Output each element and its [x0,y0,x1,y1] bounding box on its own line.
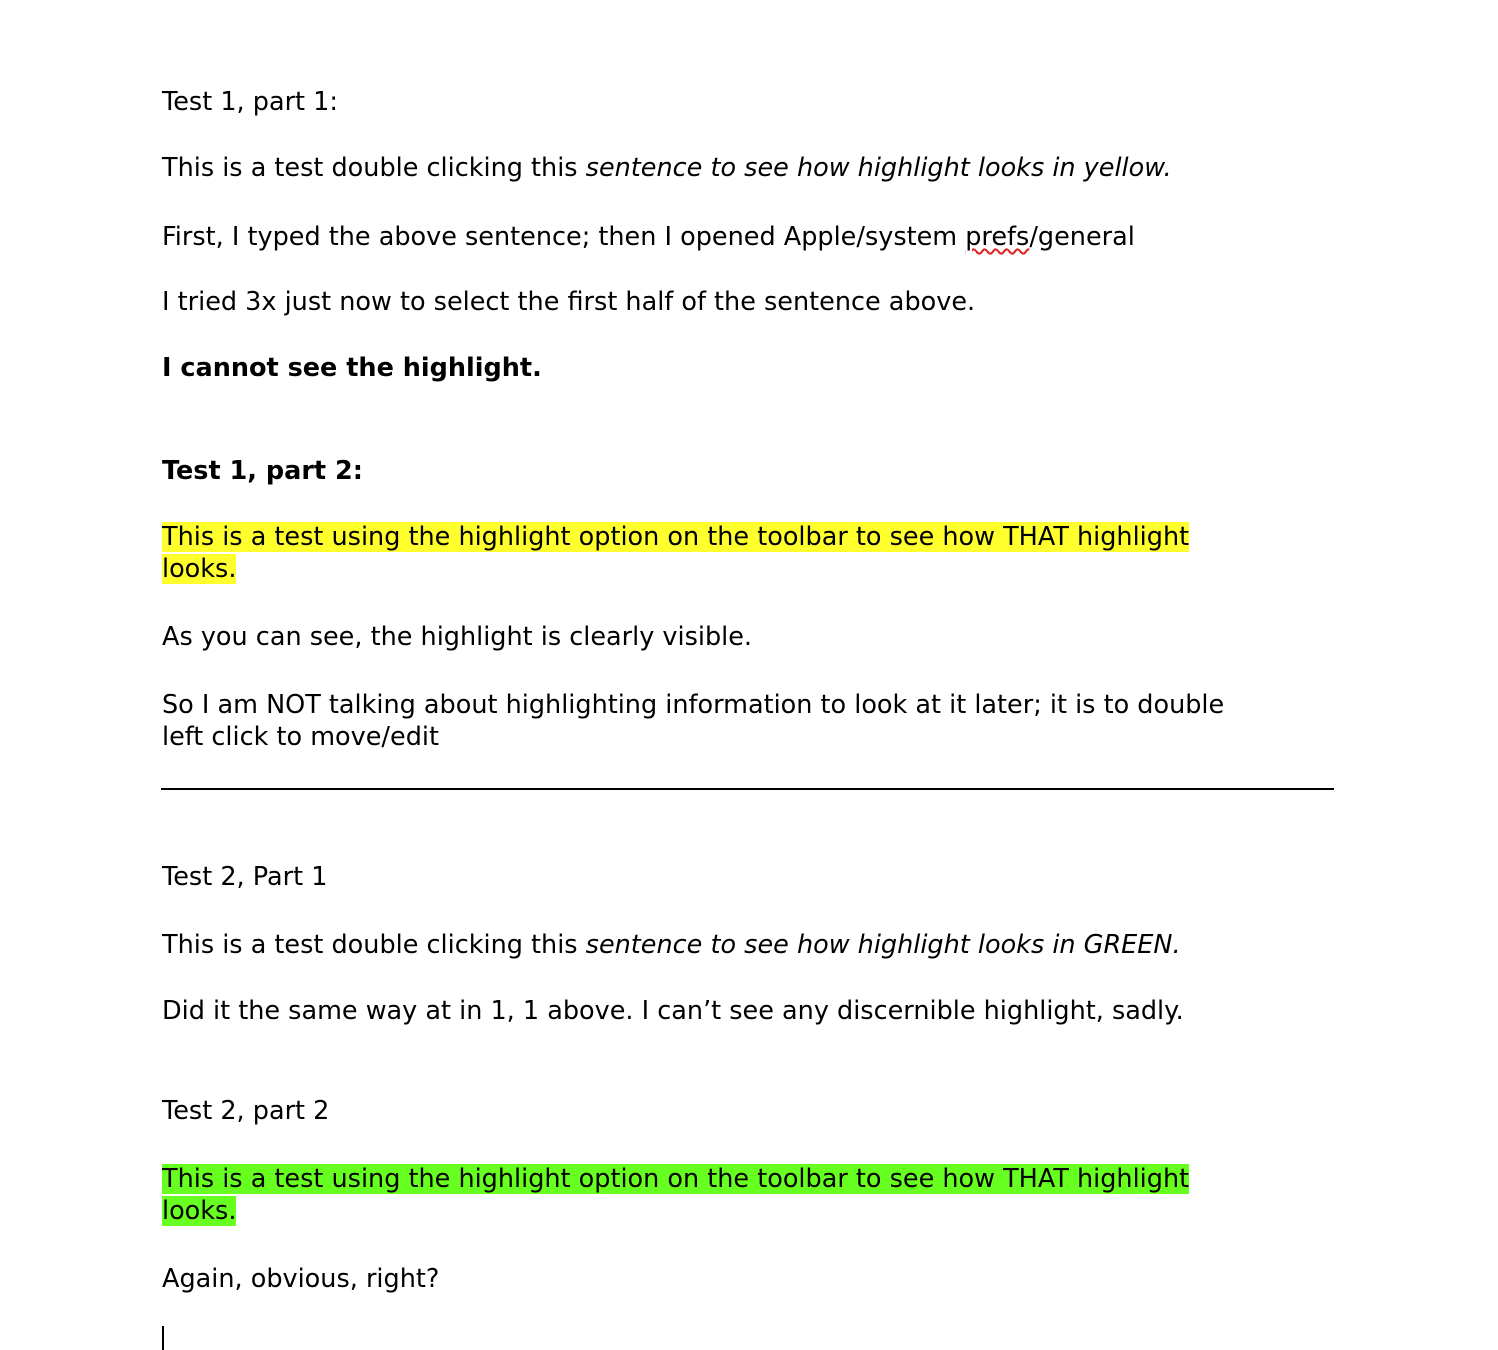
test2-highlighted-paragraph[interactable] [162,1163,1342,1227]
test1-p2-after: /general [1029,222,1135,252]
test2-p2-text: Did it the same way at in 1, 1 above. I can’t see any discernible highlight, sadly. [162,996,1184,1026]
test2-part2-heading-text: Test 2, part 2 [162,1096,330,1126]
test1-part1-heading-text: Test 1, part 1: [162,87,338,117]
yellow-highlight-line-1: This is a test using the highlight option on the toolbar to see how THAT highlight [162,522,1190,552]
test1-paragraph-5[interactable] [162,621,1342,653]
green-highlight-line-1: This is a test using the highlight option on the toolbar to see how THAT highlight [162,1164,1190,1194]
test1-p2-before: First, I typed the above sentence; then I opened Apple/system [162,222,966,252]
test1-part1-heading[interactable] [162,86,1342,118]
test2-paragraph-3[interactable] [162,1263,1342,1295]
test1-highlighted-paragraph[interactable] [162,521,1342,585]
test1-part2-heading[interactable] [162,455,1342,487]
test1-paragraph-1[interactable] [162,152,1342,184]
test2-p3-text: Again, obvious, right? [162,1264,440,1294]
test1-p4-bold-text: I cannot see the highlight. [162,353,542,383]
test1-p3-text: I tried 3x just now to select the first half of the sentence above. [162,287,976,317]
test2-p1-plain: This is a test double clicking this [162,930,586,960]
test2-part2-heading[interactable] [162,1095,1342,1127]
test1-p5-text: As you can see, the highlight is clearly visible. [162,622,753,652]
test1-p6-line-2: left click to move/edit [162,722,439,752]
test1-p1-italic: sentence to see how highlight looks in yellow. [585,153,1172,183]
test1-paragraph-4[interactable] [162,352,1342,384]
test2-part1-heading-text: Test 2, Part 1 [162,862,328,892]
test1-p6-line-1: So I am NOT talking about highlighting information to look at it later; it is to double [162,690,1225,720]
test2-part1-heading[interactable] [162,861,1342,893]
misspelled-word[interactable]: prefs [965,222,1030,252]
horizontal-rule [161,788,1334,790]
green-highlight-line-2: looks. [162,1196,237,1226]
yellow-highlight-line-2: looks. [162,554,237,584]
test1-part2-heading-text: Test 1, part 2: [162,456,363,486]
test1-paragraph-2[interactable] [162,221,1342,253]
test1-p1-plain: This is a test double clicking this [162,153,586,183]
test2-p1-italic: sentence to see how highlight looks in GREEN. [585,930,1181,960]
test2-paragraph-1[interactable] [162,929,1342,961]
test1-paragraph-6[interactable] [162,689,1342,753]
test1-paragraph-3[interactable] [162,286,1342,318]
test2-paragraph-2[interactable] [162,995,1342,1027]
text-cursor [162,1326,164,1350]
